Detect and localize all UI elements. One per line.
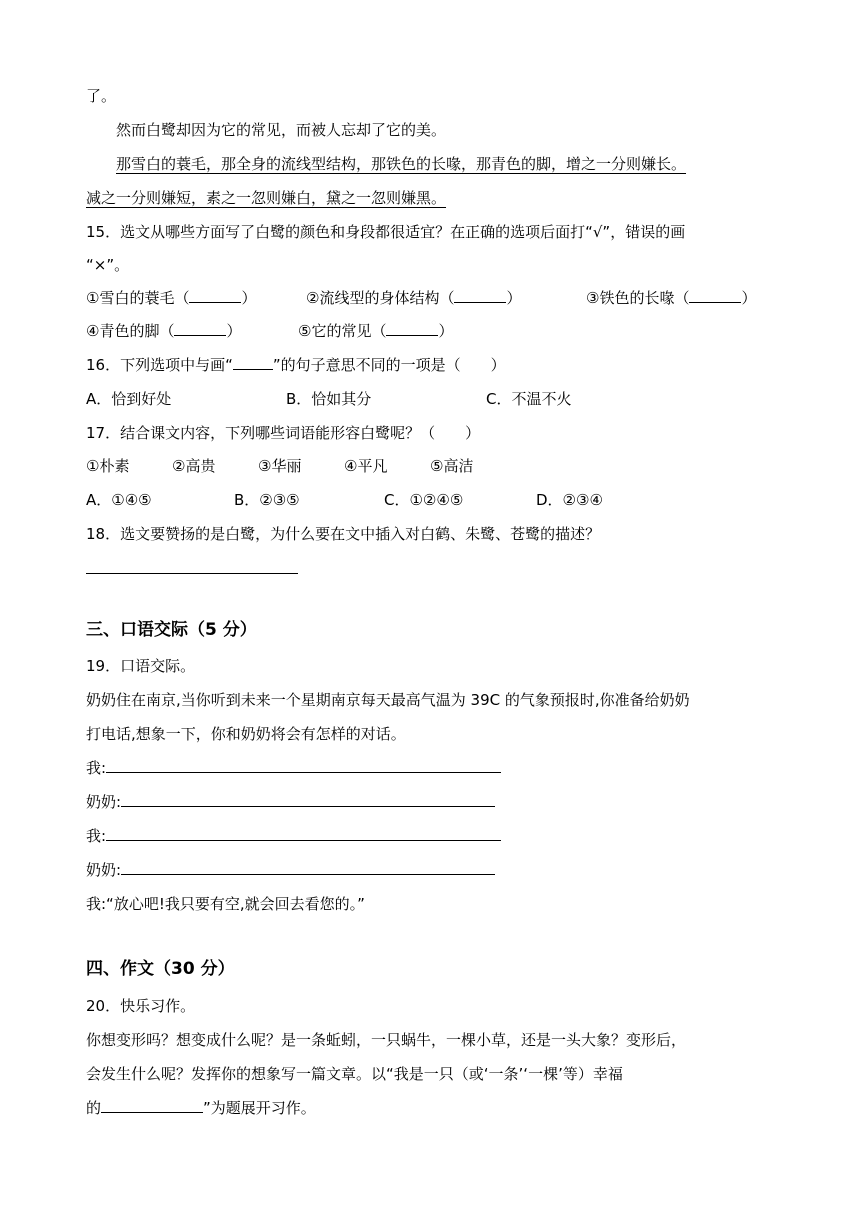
- option-item: ④青色的脚（ ）: [86, 322, 242, 340]
- choice-a[interactable]: A．①④⑤: [86, 491, 152, 509]
- dialogue-line: 我:: [86, 825, 501, 847]
- choice-a[interactable]: A．恰到好处: [86, 390, 172, 408]
- question-19-desc-cont: 打电话,想象一下，你和奶奶将会有怎样的对话。: [86, 725, 406, 743]
- question-19-stem: 19．口语交际。: [86, 657, 196, 675]
- section-3-heading: 三、口语交际（5 分）: [86, 620, 257, 640]
- choice-d[interactable]: D．②③④: [536, 491, 603, 509]
- answer-blank[interactable]: [189, 288, 241, 303]
- word-item: ②高贵: [172, 457, 216, 475]
- answer-blank[interactable]: [106, 826, 501, 841]
- word-item: ⑤高洁: [430, 457, 474, 475]
- choice-b[interactable]: B．恰如其分: [286, 390, 372, 408]
- option-item: ⑤它的常见（ ）: [298, 322, 454, 340]
- underline-mark: [233, 355, 273, 370]
- answer-blank[interactable]: [121, 860, 495, 875]
- option-item: ②流线型的身体结构（ ）: [306, 289, 522, 307]
- question-15-options-row-2: [86, 320, 776, 342]
- question-16-options: [86, 388, 776, 410]
- passage-line: 了。: [86, 87, 117, 105]
- question-20-title-line: 的 ”为题展开习作。: [86, 1099, 316, 1117]
- passage-underlined-line: 减之一分则嫌短，素之一忽则嫌白，黛之一忽则嫌黑。: [86, 189, 447, 207]
- question-17-stem: 17．结合课文内容，下列哪些词语能形容白鹭呢？（ ）: [86, 424, 481, 442]
- answer-blank[interactable]: [106, 758, 501, 773]
- word-item: ④平凡: [344, 457, 388, 475]
- dialogue-closing: 我:“放心吧!我只要有空,就会回去看您的。”: [86, 895, 365, 913]
- choice-c[interactable]: C．不温不火: [486, 390, 572, 408]
- answer-line[interactable]: [86, 573, 298, 574]
- answer-blank[interactable]: [689, 288, 741, 303]
- question-20-text-cont: 会发生什么呢？发挥你的想象写一篇文章。以“我是一只（或‘一条’‘一棵’等）幸福: [86, 1065, 623, 1083]
- section-4-heading: 四、作文（30 分）: [86, 959, 235, 979]
- dialogue-line: 奶奶:: [86, 859, 495, 881]
- answer-blank[interactable]: [386, 321, 438, 336]
- choice-c[interactable]: C．①②④⑤: [384, 491, 464, 509]
- question-18-stem: 18．选文要赞扬的是白鹭，为什么要在文中插入对白鹤、朱鹭、苍鹭的描述？: [86, 525, 601, 543]
- word-item: ①朴素: [86, 457, 130, 475]
- passage-line: 然而白鹭却因为它的常见，而被人忘却了它的美。: [116, 121, 447, 139]
- question-15-options-row-1: [86, 287, 776, 309]
- question-19-desc: 奶奶住在南京,当你听到未来一个星期南京每天最高气温为 39C 的气象预报时,你准备给奶奶: [86, 691, 690, 709]
- answer-blank[interactable]: [454, 288, 506, 303]
- dialogue-line: 奶奶:: [86, 791, 495, 813]
- answer-blank[interactable]: [121, 792, 495, 807]
- passage-underlined-line: 那雪白的蓑毛，那全身的流线型结构，那铁色的长喙，那青色的脚，增之一分则嫌长。: [116, 155, 687, 173]
- choice-b[interactable]: B．②③⑤: [234, 491, 300, 509]
- question-20-stem: 20．快乐习作。: [86, 997, 196, 1015]
- option-item: ③铁色的长喙（ ）: [586, 289, 757, 307]
- title-blank[interactable]: [101, 1098, 203, 1113]
- question-20-text: 你想变形吗？想变成什么呢？是一条蚯蚓，一只蜗牛，一棵小草，还是一头大象？变形后，: [86, 1031, 687, 1049]
- question-16-stem: 16．下列选项中与画“ ”的句子意思不同的一项是（ ）: [86, 356, 506, 374]
- question-15-stem: 15．选文从哪些方面写了白鹭的颜色和身段都很适宜？在正确的选项后面打“√”，错误的画: [86, 223, 686, 241]
- dialogue-line: 我:: [86, 757, 501, 779]
- question-17-options: [86, 489, 776, 511]
- answer-blank[interactable]: [174, 321, 226, 336]
- question-17-words: [86, 455, 776, 477]
- word-item: ③华丽: [258, 457, 302, 475]
- option-item: ①雪白的蓑毛（ ）: [86, 289, 257, 307]
- question-15-stem-cont: “×”。: [86, 256, 130, 274]
